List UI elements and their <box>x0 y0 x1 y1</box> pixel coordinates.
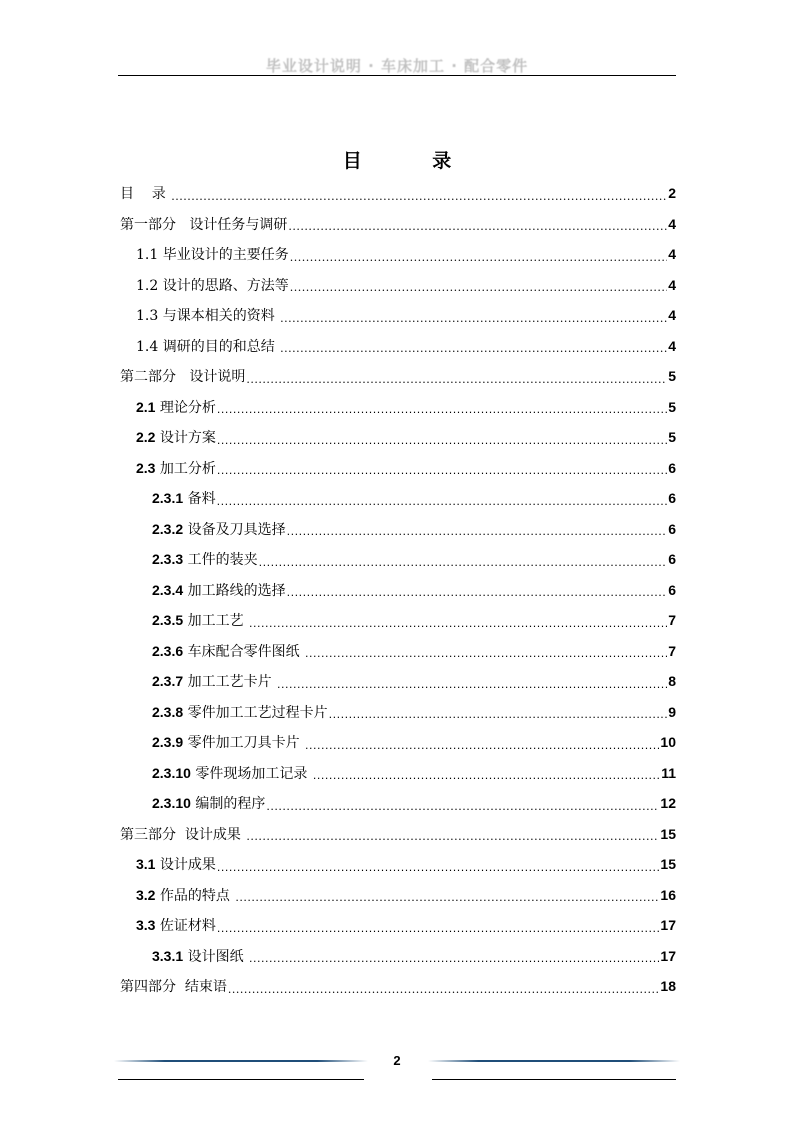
toc-entry-page: 7 <box>668 642 676 659</box>
toc-entry-page: 2 <box>668 185 676 202</box>
toc-entry-number: 2.3 <box>136 459 156 476</box>
header-rule <box>118 75 676 76</box>
footer-rule-left <box>118 1079 364 1080</box>
toc-entry-number: 2.3.3 <box>152 551 184 568</box>
toc-entry-number: 3.3 <box>136 917 156 934</box>
toc-entry-number: 2.2 <box>136 429 156 446</box>
toc-entry-page: 5 <box>668 429 676 446</box>
dot-leader <box>171 190 667 203</box>
dot-leader <box>288 220 667 233</box>
dot-leader <box>287 525 668 538</box>
toc-entry-number: 3.2 <box>136 886 156 903</box>
toc-entry-2-1[interactable] <box>120 392 676 423</box>
toc-entry-label: 零件加工刀具卡片 <box>183 735 305 752</box>
toc-entry-3-2[interactable] <box>120 880 676 911</box>
toc-entry-page: 6 <box>668 459 676 476</box>
toc-entry-2-3-6[interactable] <box>120 636 676 667</box>
toc-entry-label: 佐证材料 <box>155 918 216 935</box>
toc-entry-label: 零件现场加工记录 <box>190 765 312 782</box>
toc-entry-label: 设计图纸 <box>183 948 249 965</box>
toc-entry-2-3-10[interactable] <box>120 758 676 789</box>
toc-entry-page: 4 <box>668 215 676 232</box>
toc-entry-part-3[interactable] <box>120 819 676 850</box>
dot-leader <box>280 342 667 355</box>
toc-entry-page: 17 <box>660 917 676 934</box>
toc-title: 目 录 <box>342 150 484 172</box>
toc-entry-label: 1.3 与课本相关的资料 <box>136 308 280 325</box>
toc-entry-number: 3.1 <box>136 856 156 873</box>
toc-entry-1-1[interactable] <box>120 239 676 270</box>
toc-entry-label: 设备及刀具选择 <box>183 521 286 538</box>
toc-entry-label: 1.2 设计的思路、方法等 <box>136 277 289 294</box>
running-header: 毕业设计说明 · 车床加工 · 配合零件 <box>265 57 529 75</box>
dot-leader <box>277 678 667 691</box>
toc-entry-2-3-1[interactable] <box>120 483 676 514</box>
toc-entry-label: 零件加工工艺过程卡片 <box>183 704 328 721</box>
toc-entry-page: 6 <box>668 581 676 598</box>
dot-leader <box>217 495 668 508</box>
toc-entry-page: 11 <box>661 764 676 781</box>
toc-entry-page: 16 <box>660 886 676 903</box>
footer-rule-right <box>432 1079 676 1080</box>
toc-entry-label: 工件的装夹 <box>183 552 258 569</box>
dot-leader <box>313 769 660 782</box>
dot-leader <box>266 800 659 813</box>
toc-entry-page: 8 <box>668 673 676 690</box>
toc-entry-part-1[interactable] <box>120 209 676 240</box>
toc-entry-3-3[interactable] <box>120 910 676 941</box>
toc-entry-label: 加工分析 <box>155 460 216 477</box>
dot-leader <box>217 434 667 447</box>
toc-entry-1-2[interactable] <box>120 270 676 301</box>
toc-entry-page: 17 <box>660 947 676 964</box>
toc-entry-page: 6 <box>668 551 676 568</box>
dot-leader <box>290 251 667 264</box>
toc-entry-page: 10 <box>660 734 676 751</box>
toc-entry-page: 7 <box>668 612 676 629</box>
dot-leader <box>217 922 660 935</box>
toc-entry-number: 2.3.4 <box>152 581 184 598</box>
dot-leader <box>290 281 667 294</box>
toc-entry-number: 3.3.1 <box>152 947 184 964</box>
toc-entry-number: 2.3.5 <box>152 612 184 629</box>
toc-entry-label: 加工工艺 <box>183 613 249 630</box>
toc-entry-label: 第一部分 设计任务与调研 <box>120 216 288 233</box>
toc-entry-label: 车床配合零件图纸 <box>183 643 305 660</box>
toc-entry-2-3[interactable] <box>120 453 676 484</box>
dot-leader <box>249 617 667 630</box>
toc-entry-3-3-1[interactable] <box>120 941 676 972</box>
toc-entry-number: 2.3.2 <box>152 520 184 537</box>
toc-entry-number: 2.3.9 <box>152 734 184 751</box>
dot-leader <box>287 586 668 599</box>
toc-entry-label: 加工工艺卡片 <box>183 674 277 691</box>
toc-entry-page: 12 <box>660 795 676 812</box>
toc-entry-label: 理论分析 <box>155 399 216 416</box>
toc-entry-page: 9 <box>668 703 676 720</box>
toc-entry-label: 设计方案 <box>155 430 216 447</box>
toc-entry-page: 4 <box>668 246 676 263</box>
toc-entry-page: 15 <box>660 825 676 842</box>
toc-entry-2-2[interactable] <box>120 422 676 453</box>
toc-entry-label: 加工路线的选择 <box>183 582 286 599</box>
dot-leader <box>246 830 659 843</box>
toc-entry-label: 目 录 <box>120 186 171 203</box>
dot-leader <box>305 739 659 752</box>
toc-entry-page: 6 <box>668 520 676 537</box>
toc-entry-part-2[interactable] <box>120 361 676 392</box>
toc-entry-label: 1.4 调研的目的和总结 <box>136 338 280 355</box>
dot-leader <box>217 861 660 874</box>
toc-entry-page: 5 <box>668 398 676 415</box>
table-of-contents <box>120 178 676 1002</box>
dot-leader <box>246 373 667 386</box>
toc-entry-2-3-10-program[interactable] <box>120 788 676 819</box>
dot-leader <box>305 647 667 660</box>
toc-entry-label: 设计成果 <box>155 857 216 874</box>
toc-entry-2-3-5[interactable] <box>120 605 676 636</box>
toc-entry-number: 2.3.1 <box>152 490 184 507</box>
toc-entry-1-3[interactable] <box>120 300 676 331</box>
toc-entry-page: 5 <box>668 368 676 385</box>
toc-entry-part-4[interactable] <box>120 971 676 1002</box>
toc-entry-page: 6 <box>668 490 676 507</box>
toc-entry-label: 第三部分 设计成果 <box>120 826 246 843</box>
toc-entry-2-3-7[interactable] <box>120 666 676 697</box>
dot-leader <box>228 983 660 996</box>
toc-entry-number: 2.3.10 <box>152 795 191 812</box>
toc-entry-2-3-9[interactable] <box>120 727 676 758</box>
toc-entry-2-3-8[interactable] <box>120 697 676 728</box>
toc-entry-label: 1.1 毕业设计的主要任务 <box>136 247 289 264</box>
toc-entry-page: 15 <box>660 856 676 873</box>
dot-leader <box>280 312 667 325</box>
toc-entry-1-4[interactable] <box>120 331 676 362</box>
toc-entry-2-3-2[interactable] <box>120 514 676 545</box>
toc-entry-label: 第二部分 设计说明 <box>120 369 246 386</box>
toc-entry-number: 2.1 <box>136 398 156 415</box>
toc-entry-number: 2.3.10 <box>152 764 191 781</box>
page-number: 2 <box>393 1053 401 1068</box>
toc-entry-number: 2.3.8 <box>152 703 184 720</box>
toc-entry-label: 备料 <box>183 491 216 508</box>
toc-entry-number: 2.3.7 <box>152 673 184 690</box>
toc-entry-3-1[interactable] <box>120 849 676 880</box>
toc-entry-label: 作品的特点 <box>155 887 235 904</box>
toc-entry-label: 第四部分 结束语 <box>120 979 227 996</box>
toc-entry-page: 4 <box>668 337 676 354</box>
toc-entry-2-3-3[interactable] <box>120 544 676 575</box>
toc-entry-2-3-4[interactable] <box>120 575 676 606</box>
dot-leader <box>329 708 668 721</box>
dot-leader <box>249 952 659 965</box>
toc-entry-number: 2.3.6 <box>152 642 184 659</box>
dot-leader <box>235 891 659 904</box>
toc-entry-contents[interactable] <box>120 178 676 209</box>
dot-leader <box>259 556 668 569</box>
toc-entry-label: 编制的程序 <box>190 796 266 813</box>
toc-entry-page: 4 <box>668 307 676 324</box>
dot-leader <box>217 464 667 477</box>
toc-entry-page: 18 <box>660 978 676 995</box>
toc-entry-page: 4 <box>668 276 676 293</box>
dot-leader <box>217 403 667 416</box>
